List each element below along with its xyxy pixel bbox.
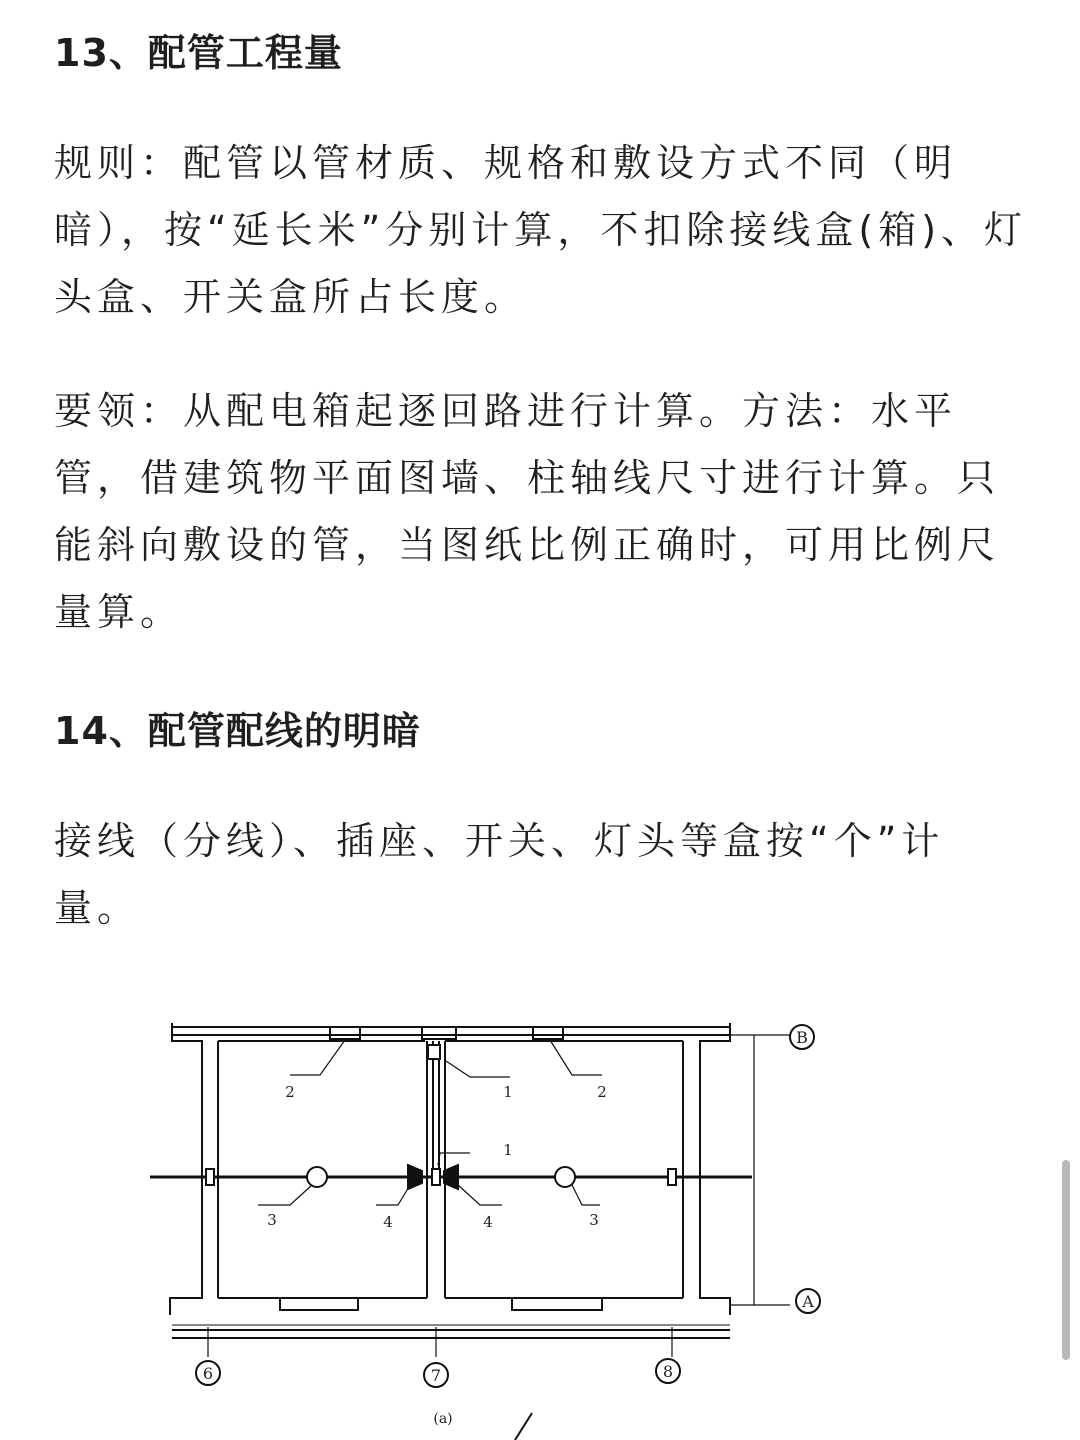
callout-4-right: 4 xyxy=(483,1213,493,1231)
callout-3-right: 3 xyxy=(589,1211,599,1229)
floor-plan-diagram xyxy=(140,1005,840,1440)
axis-label-a: A xyxy=(802,1292,814,1311)
floor-plan-figure xyxy=(140,1005,840,1440)
section-13-rule: 规则：配管以管材质、规格和敷设方式不同（明暗），按“延长米”分别计算，不扣除接线盒(箱)、灯头盒、开关盒所占长度。 xyxy=(54,141,1028,319)
section-13-key-points: 要领：从配电箱起逐回路进行计算。方法：水平管，借建筑物平面图墙、柱轴线尺寸进行计算。只能斜向敷设的管，当图纸比例正确时，可用比例尺量算。 xyxy=(54,389,1001,634)
callout-2-right: 2 xyxy=(597,1083,607,1101)
callout-2-left: 2 xyxy=(285,1083,295,1101)
axis-label-6: 6 xyxy=(202,1364,214,1383)
callout-1-top: 1 xyxy=(503,1083,513,1101)
section-14-text: 接线（分线）、插座、开关、灯头等盒按“个”计量。 xyxy=(54,819,945,930)
section-14-heading: 14、配管配线的明暗 xyxy=(54,709,421,753)
axis-label-7: 7 xyxy=(430,1366,442,1385)
callout-4-left: 4 xyxy=(383,1213,393,1231)
axis-label-8: 8 xyxy=(662,1362,674,1381)
axis-label-b: B xyxy=(796,1028,808,1047)
scrollbar-thumb[interactable] xyxy=(1062,1160,1070,1360)
callout-1-center: 1 xyxy=(503,1141,513,1159)
callout-3-left: 3 xyxy=(267,1211,277,1229)
section-13-heading: 13、配管工程量 xyxy=(54,31,343,75)
figure-caption: (a) xyxy=(433,1411,453,1427)
